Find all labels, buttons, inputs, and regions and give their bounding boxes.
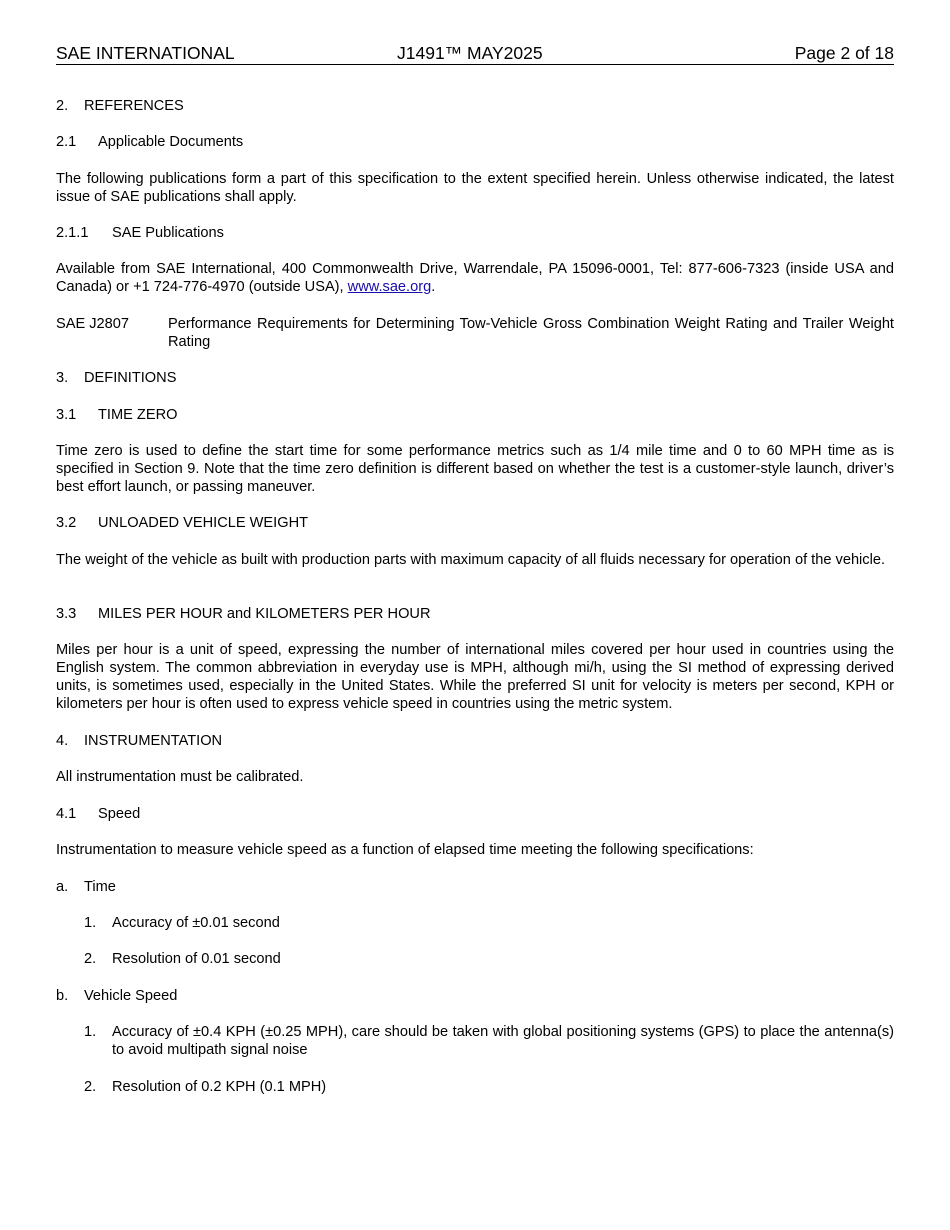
list-label: 1. [84,915,97,931]
list-label: 2. [84,951,97,967]
list-label: 1. [84,1024,97,1040]
sae-website-link[interactable]: www.sae.org [347,279,432,295]
section-title: Speed [98,806,141,822]
section-title: DEFINITIONS [84,370,177,386]
reference-code: SAE J2807 [56,316,130,332]
reference-title: Performance Requirements for Determining Tow-Vehicle Gross Combination Weight Rating and Trailer Weight Rating [168,316,894,350]
section-title: MILES PER HOUR and KILOMETERS PER HOUR [98,606,431,622]
section-4-1-heading [56,805,894,823]
section-3-heading [56,369,894,387]
section-number: 4.1 [56,806,77,822]
list-item-b-1 [84,1023,894,1059]
list-text: Vehicle Speed [84,988,178,1004]
list-item-a-2 [84,950,894,968]
list-item-b-2 [84,1078,894,1096]
page-header [56,43,894,65]
list-label: 2. [84,1079,97,1095]
availability-end: . [431,279,436,295]
list-item-a [56,878,116,896]
section-number: 2.1 [56,134,77,150]
list-item-a-1 [84,914,894,932]
section-number: 3.1 [56,407,77,423]
list-text: Time [84,879,116,895]
section-2-1-1-paragraph [56,260,894,296]
section-4-heading [56,732,894,750]
section-title: UNLOADED VEHICLE WEIGHT [98,515,309,531]
section-3-3-paragraph: Miles per hour is a unit of speed, expressing the number of international miles covered per hour used in countries using the English system. The common abbreviation in everyday use is MPH, although mi/h, using the SI method of expressing derived units, is sometimes used, especially in the United States. While the preferred SI unit for velocity is meters per second, KPH or kilometers per hour is often used to express vehicle speed in countries using the metric system. [56,642,894,712]
section-3-3-heading [56,605,894,623]
list-text: Resolution of 0.01 second [112,951,281,967]
section-title: INSTRUMENTATION [84,733,223,749]
section-number: 2. [56,98,69,114]
section-3-1-heading [56,406,894,424]
section-number: 2.1.1 [56,225,89,241]
section-number: 3. [56,370,69,386]
list-label: a. [56,879,69,895]
section-3-2-paragraph: The weight of the vehicle as built with production parts with maximum capacity of all fluids necessary for operation of the vehicle. [56,552,886,568]
section-number: 3.2 [56,515,77,531]
section-2-1-1-heading [56,224,894,242]
section-number: 3.3 [56,606,77,622]
header-doc-id: J1491™ MAY2025 [397,43,543,63]
header-org: SAE INTERNATIONAL [56,43,235,63]
reference-entry [56,315,894,351]
list-text: Resolution of 0.2 KPH (0.1 MPH) [112,1079,327,1095]
section-4-1-paragraph: Instrumentation to measure vehicle speed as a function of elapsed time meeting the following specifications: [56,842,754,858]
header-page-number: Page 2 of 18 [794,43,894,63]
list-text: Accuracy of ±0.4 KPH (±0.25 MPH), care should be taken with global positioning systems (GPS) to place the antenna(s) to avoid multipath signal noise [112,1024,894,1058]
list-item-b [56,987,177,1005]
list-label: b. [56,988,69,1004]
section-title: Applicable Documents [98,134,244,150]
availability-text: Available from SAE International, 400 Commonwealth Drive, Warrendale, PA 15096-0001, Tel: 877-606-7323 (inside USA and Canada) or +1 724-776-4970 (outside USA), [56,261,894,295]
section-2-1-paragraph: The following publications form a part of this specification to the extent specified herein. Unless otherwise indicated, the latest issue of SAE publications shall apply. [56,171,894,205]
section-title: SAE Publications [112,225,224,241]
section-3-2-heading [56,514,894,532]
section-title: REFERENCES [84,98,184,114]
section-4-paragraph: All instrumentation must be calibrated. [56,769,304,785]
section-2-1-heading [56,133,894,151]
section-3-1-paragraph: Time zero is used to define the start time for some performance metrics such as 1/4 mile time and 0 to 60 MPH time as is specified in Section 9. Note that the time zero definition is different based on whether the test is a customer-style launch, driver’s best effort launch, or passing maneuver. [56,443,894,495]
section-title: TIME ZERO [98,407,178,423]
section-number: 4. [56,733,69,749]
list-text: Accuracy of ±0.01 second [112,915,280,931]
section-2-heading [56,97,894,115]
